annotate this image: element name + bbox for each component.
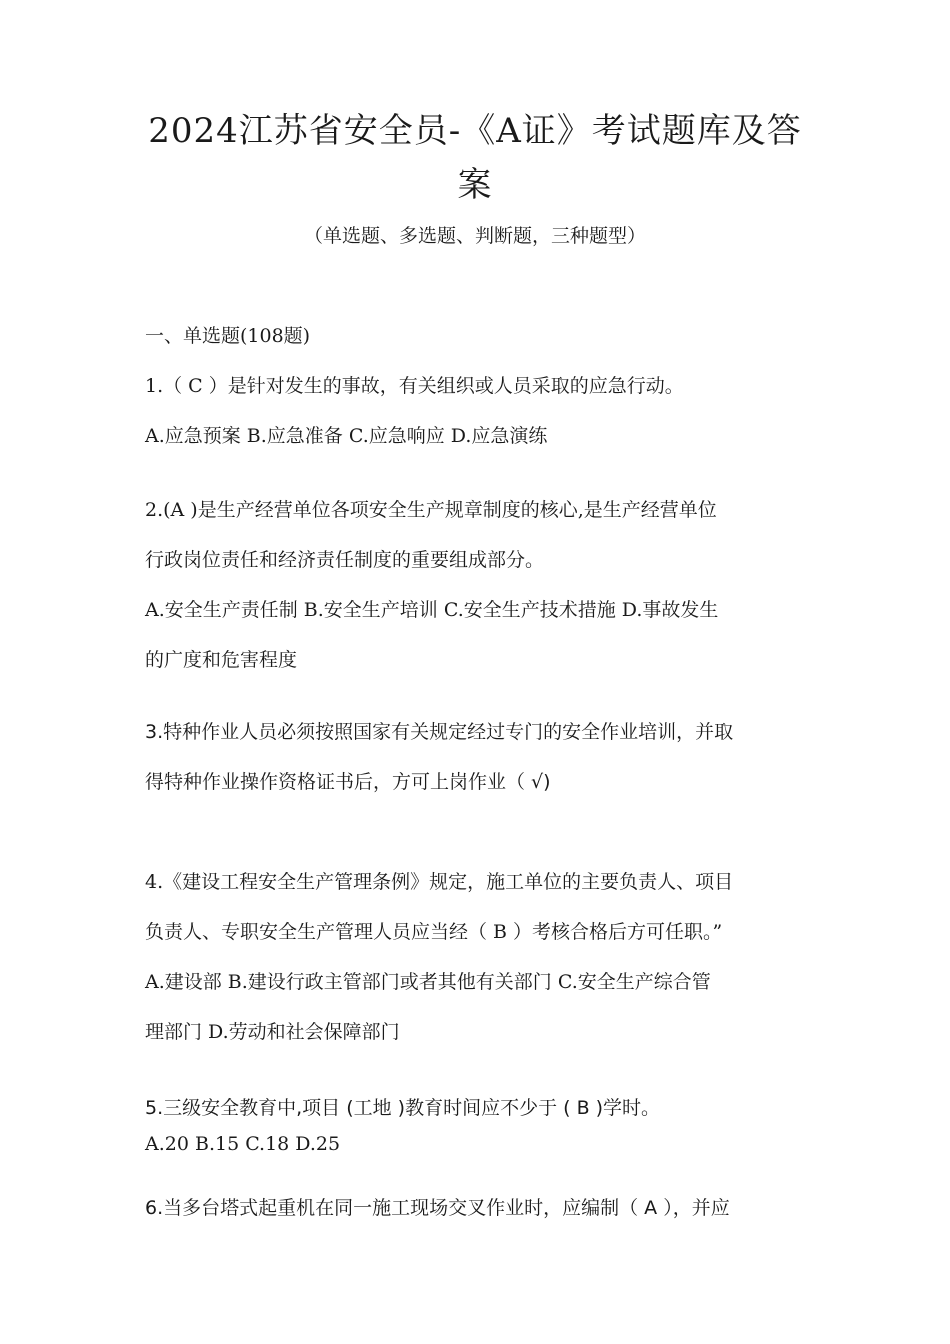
question-3-line-2: 得特种作业操作资格证书后，方可上岗作业（ √) [145, 771, 551, 793]
question-6-line-1: 6.当多台塔式起重机在同一施工现场交叉作业时，应编制（ A ），并应 [145, 1197, 730, 1219]
question-1-line-1: 1.（ C ）是针对发生的事故，有关组织或人员采取的应急行动。 [145, 375, 684, 397]
question-4-line-2: 负责人、专职安全生产管理人员应当经（ B ）考核合格后方可任职。” [145, 921, 723, 943]
question-2-line-2: 行政岗位责任和经济责任制度的重要组成部分。 [145, 549, 545, 571]
question-4-options-2: 理部门 D.劳动和社会保障部门 [145, 1021, 400, 1043]
title-line-1: 2024江苏省安全员-《A证》考试题库及答 [148, 111, 802, 151]
question-4-line-1: 4.《建设工程安全生产管理条例》规定，施工单位的主要负责人、项目 [145, 871, 734, 893]
document-title [100, 104, 850, 212]
question-5-options-1: A.20 B.15 C.18 D.25 [145, 1133, 341, 1155]
question-2-options-1: A.安全生产责任制 B.安全生产培训 C.安全生产技术措施 D.事故发生 [145, 599, 719, 621]
section-heading: 一、单选题(108题) [145, 325, 311, 347]
question-2-options-2: 的广度和危害程度 [145, 649, 298, 671]
question-1-options-1: A.应急预案 B.应急准备 C.应急响应 D.应急演练 [145, 425, 548, 447]
question-2-line-1: 2.(A )是生产经营单位各项安全生产规章制度的核心,是生产经营单位 [145, 499, 717, 521]
question-3-line-1: 3.特种作业人员必须按照国家有关规定经过专门的安全作业培训，并取 [145, 721, 734, 743]
title-line-2: 案 [457, 165, 493, 205]
question-4-options-1: A.建设部 B.建设行政主管部门或者其他有关部门 C.安全生产综合管 [145, 971, 711, 993]
document-subtitle: （单选题、多选题、判断题，三种题型） [303, 225, 646, 247]
question-5-line-1: 5.三级安全教育中,项目 (工地 )教育时间应不少于 ( B )学时。 [145, 1097, 661, 1119]
